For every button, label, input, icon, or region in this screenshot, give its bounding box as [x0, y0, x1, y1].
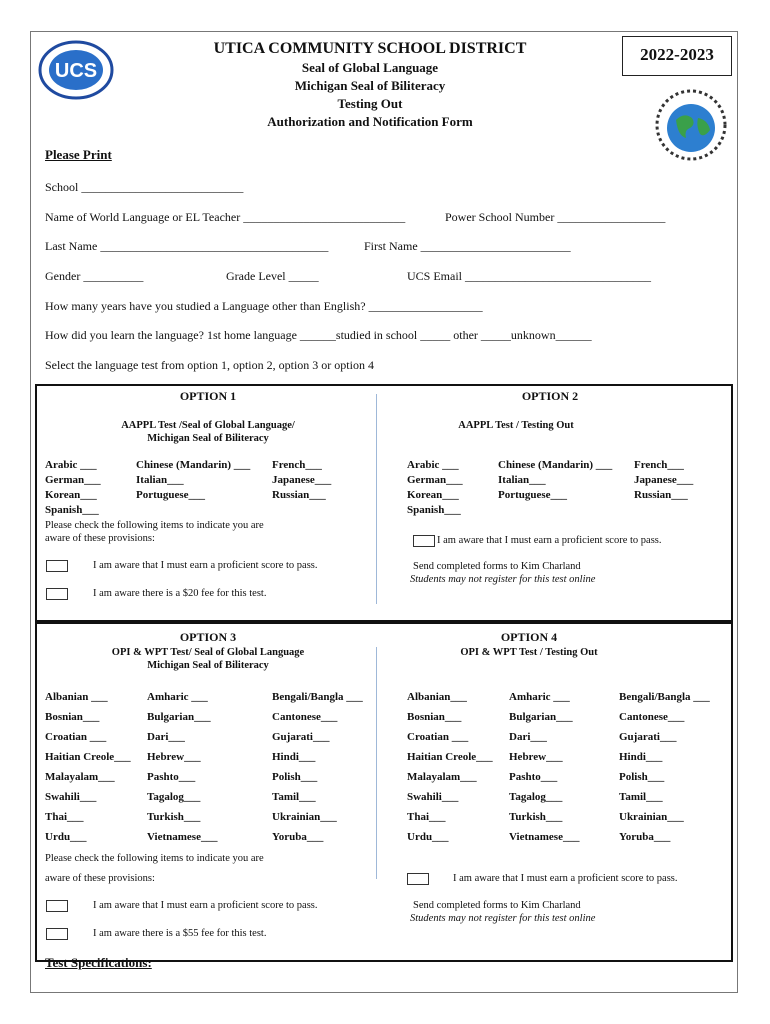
language-option[interactable]: Tagalog___: [509, 791, 563, 803]
language-option[interactable]: Korean___: [407, 489, 459, 501]
language-option[interactable]: Ukrainian___: [619, 811, 684, 823]
language-option[interactable]: Turkish___: [147, 811, 201, 823]
option-2-title: OPTION 2: [521, 389, 579, 403]
option-3-check-text-2: aware of these provisions:: [45, 873, 155, 884]
language-option[interactable]: Pashto___: [147, 771, 196, 783]
language-option[interactable]: French___: [634, 459, 684, 471]
language-option[interactable]: Dari___: [147, 731, 185, 743]
language-option[interactable]: Arabic ___: [407, 459, 459, 471]
language-option[interactable]: Portuguese___: [136, 489, 206, 501]
language-option[interactable]: Bulgarian___: [509, 711, 573, 723]
language-option[interactable]: Bulgarian___: [147, 711, 211, 723]
language-option[interactable]: Polish___: [619, 771, 665, 783]
language-option[interactable]: German___: [45, 474, 101, 486]
language-option[interactable]: Bengali/Bangla ___: [619, 691, 710, 703]
option-3-fee-label: I am aware there is a $55 fee for this test.: [93, 928, 267, 939]
option-3-sub1: OPI & WPT Test/ Seal of Global Language: [111, 647, 305, 658]
option-1-sub2: Michigan Seal of Biliteracy: [147, 433, 269, 444]
language-option[interactable]: Malayalam___: [407, 771, 477, 783]
option-2-proficient-checkbox[interactable]: [413, 535, 435, 547]
title-line-2: Michigan Seal of Biliteracy: [294, 78, 446, 93]
language-option[interactable]: Ukrainian___: [272, 811, 337, 823]
language-option[interactable]: Haitian Creole___: [407, 751, 493, 763]
language-option[interactable]: Cantonese___: [272, 711, 338, 723]
language-option[interactable]: Hebrew___: [509, 751, 563, 763]
language-option[interactable]: Yoruba___: [272, 831, 324, 843]
language-option[interactable]: Japanese___: [634, 474, 694, 486]
option-4-sub1: OPI & WPT Test / Testing Out: [460, 647, 598, 658]
language-option[interactable]: Russian___: [272, 489, 326, 501]
language-option[interactable]: Amharic ___: [509, 691, 570, 703]
globe-icon: [654, 88, 728, 162]
language-option[interactable]: Turkish___: [509, 811, 563, 823]
option-1-proficient-label: I am aware that I must earn a proficient score to pass.: [93, 560, 318, 571]
years-studied-field[interactable]: How many years have you studied a Language other than English? ___________________: [45, 299, 483, 313]
language-option[interactable]: Spanish___: [407, 504, 461, 516]
grade-level-field[interactable]: Grade Level _____: [226, 269, 319, 283]
option-3-title: OPTION 3: [179, 630, 237, 644]
select-option-instruction: Select the language test from option 1, option 2, option 3 or option 4: [45, 358, 374, 372]
language-option[interactable]: Croatian ___: [45, 731, 107, 743]
language-option[interactable]: French___: [272, 459, 322, 471]
language-option[interactable]: Thai___: [407, 811, 446, 823]
district-title: UTICA COMMUNITY SCHOOL DISTRICT: [213, 40, 527, 57]
language-option[interactable]: Albanian___: [407, 691, 467, 703]
option-1-proficient-checkbox[interactable]: [46, 560, 68, 572]
option-3-fee-checkbox[interactable]: [46, 928, 68, 940]
language-option[interactable]: Dari___: [509, 731, 547, 743]
language-option[interactable]: Italian___: [136, 474, 184, 486]
option-2-online-note: Students may not register for this test online: [410, 574, 596, 585]
language-option[interactable]: Russian___: [634, 489, 688, 501]
option-3-4-divider: [376, 647, 377, 879]
language-option[interactable]: Gujarati___: [619, 731, 677, 743]
language-option[interactable]: Urdu___: [45, 831, 87, 843]
language-option[interactable]: Pashto___: [509, 771, 558, 783]
language-option[interactable]: Tamil___: [619, 791, 663, 803]
option-2-proficient-label: I am aware that I must earn a proficient score to pass.: [437, 535, 662, 546]
option-4-online-note: Students may not register for this test online: [410, 913, 596, 924]
language-option[interactable]: Korean___: [45, 489, 97, 501]
option-2-sub1: AAPPL Test / Testing Out: [458, 420, 574, 431]
option-1-check-text-1: Please check the following items to indicate you are: [45, 520, 264, 531]
ucs-email-field[interactable]: UCS Email _______________________________: [407, 269, 652, 283]
test-specifications-heading: Test Specifications:: [45, 955, 152, 970]
language-option[interactable]: Urdu___: [407, 831, 449, 843]
language-option[interactable]: Polish___: [272, 771, 318, 783]
first-name-field[interactable]: First Name _________________________: [364, 239, 571, 253]
school-field[interactable]: School ___________________________: [45, 180, 244, 194]
year-box: 2022-2023: [622, 36, 732, 76]
gender-field[interactable]: Gender __________: [45, 269, 144, 283]
language-option[interactable]: Spanish___: [45, 504, 99, 516]
language-option[interactable]: Swahili___: [45, 791, 97, 803]
language-option[interactable]: Yoruba___: [619, 831, 671, 843]
language-option[interactable]: Albanian ___: [45, 691, 108, 703]
title-line-3: Testing Out: [337, 96, 403, 111]
language-option[interactable]: Tagalog___: [147, 791, 201, 803]
option-3-check-text-1: Please check the following items to indicate you are: [45, 853, 264, 864]
ucs-logo: [38, 40, 114, 100]
option-1-sub1: AAPPL Test /Seal of Global Language/: [121, 420, 295, 431]
option-4-proficient-label: I am aware that I must earn a proficient score to pass.: [453, 873, 678, 884]
option-4-send-forms: Send completed forms to Kim Charland: [413, 900, 581, 911]
language-option[interactable]: Haitian Creole___: [45, 751, 131, 763]
option-2-send-forms: Send completed forms to Kim Charland: [413, 561, 581, 572]
language-option[interactable]: Amharic ___: [147, 691, 208, 703]
option-3-proficient-checkbox[interactable]: [46, 900, 68, 912]
option-1-fee-checkbox[interactable]: [46, 588, 68, 600]
language-option[interactable]: German___: [407, 474, 463, 486]
language-option[interactable]: Bosnian___: [45, 711, 100, 723]
language-option[interactable]: Thai___: [45, 811, 84, 823]
please-print: Please Print: [45, 147, 112, 162]
power-school-number-field[interactable]: Power School Number __________________: [445, 210, 666, 224]
option-4-proficient-checkbox[interactable]: [407, 873, 429, 885]
language-option[interactable]: Hindi___: [272, 751, 316, 763]
language-option[interactable]: Gujarati___: [272, 731, 330, 743]
option-4-title: OPTION 4: [500, 630, 558, 644]
language-option[interactable]: Chinese (Mandarin) ___: [498, 459, 613, 471]
language-option[interactable]: Swahili___: [407, 791, 459, 803]
teacher-field[interactable]: Name of World Language or EL Teacher ___________________________: [45, 210, 406, 224]
language-option[interactable]: Hebrew___: [147, 751, 201, 763]
svg-text:UCS: UCS: [54, 60, 98, 82]
language-option[interactable]: Hindi___: [619, 751, 663, 763]
language-option[interactable]: Vietnamese___: [147, 831, 218, 843]
option-1-title: OPTION 1: [179, 389, 237, 403]
last-name-field[interactable]: Last Name ______________________________________: [45, 239, 329, 253]
language-option[interactable]: Arabic ___: [45, 459, 97, 471]
language-option[interactable]: Croatian ___: [407, 731, 469, 743]
language-option[interactable]: Portuguese___: [498, 489, 568, 501]
language-option[interactable]: Italian___: [498, 474, 546, 486]
language-option[interactable]: Cantonese___: [619, 711, 685, 723]
option-1-check-text-2: aware of these provisions:: [45, 533, 155, 544]
language-option[interactable]: Japanese___: [272, 474, 332, 486]
language-option[interactable]: Tamil___: [272, 791, 316, 803]
option-3-proficient-label: I am aware that I must earn a proficient score to pass.: [93, 900, 318, 911]
language-option[interactable]: Malayalam___: [45, 771, 115, 783]
language-option[interactable]: Vietnamese___: [509, 831, 580, 843]
title-line-1: Seal of Global Language: [301, 60, 439, 75]
language-option[interactable]: Bosnian___: [407, 711, 462, 723]
language-option[interactable]: Bengali/Bangla ___: [272, 691, 363, 703]
language-option[interactable]: Chinese (Mandarin) ___: [136, 459, 251, 471]
option-1-fee-label: I am aware there is a $20 fee for this test.: [93, 588, 267, 599]
option-3-sub2: Michigan Seal of Biliteracy: [147, 660, 269, 671]
learn-language-field[interactable]: How did you learn the language? 1st home language ______studied in school _____ other _____unknown______: [45, 328, 592, 342]
title-line-4: Authorization and Notification Form: [267, 114, 473, 129]
